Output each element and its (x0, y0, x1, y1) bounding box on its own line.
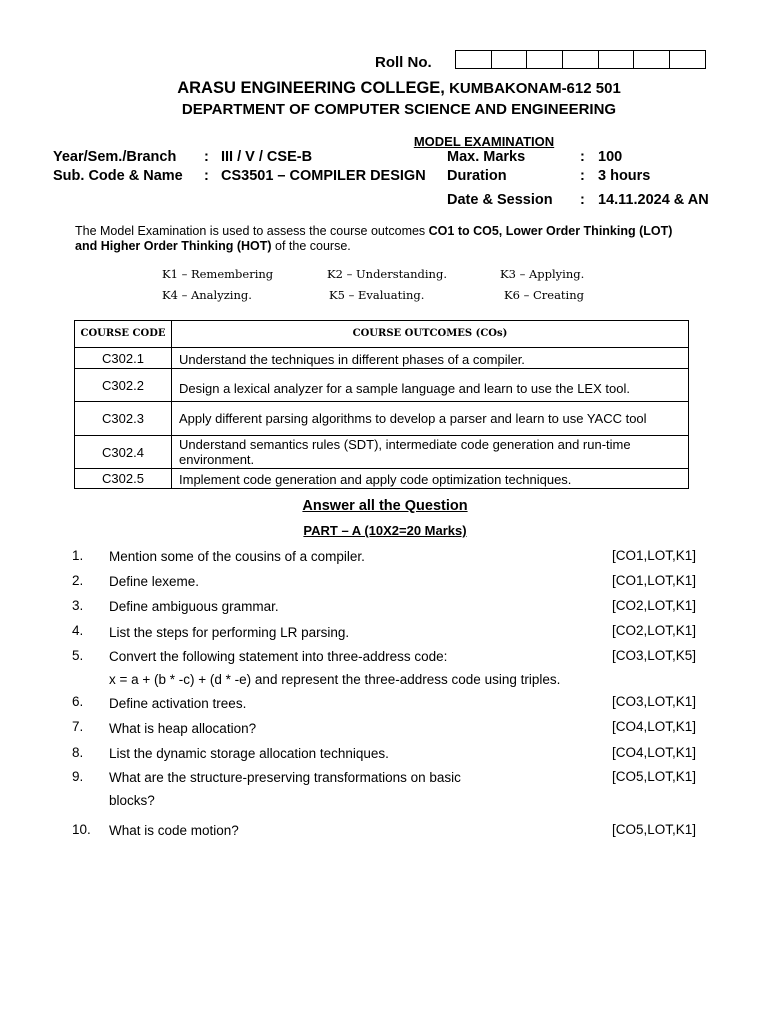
question-number: 10. (72, 822, 91, 837)
co-description: Implement code generation and apply code optimization techniques. (172, 469, 689, 489)
question-text: List the steps for performing LR parsing. (109, 625, 350, 640)
table-row (75, 402, 689, 436)
subject-colon: : (204, 168, 209, 184)
question-tag: [CO2,LOT,K1] (612, 598, 697, 613)
question-text: What is code motion? (109, 823, 239, 838)
marks-label: Max. Marks (447, 149, 526, 165)
roll-number-box (563, 51, 599, 68)
table-row (75, 436, 689, 469)
co-code: C302.3 (75, 402, 172, 436)
co-description: Design a lexical analyzer for a sample language and learn to use the LEX tool. (172, 369, 689, 402)
question-number: 8. (72, 745, 84, 760)
level-k6: K6 – Creating (504, 288, 584, 302)
question-tag: [CO5,LOT,K1] (612, 769, 697, 784)
college-heading (0, 79, 768, 98)
marks-value: 100 (598, 149, 623, 165)
table-row (75, 469, 689, 489)
date-label: Date & Session (447, 192, 553, 208)
level-k4: K4 – Analyzing. (162, 288, 252, 302)
date-value: 14.11.2024 & AN (598, 192, 709, 208)
question-text: List the dynamic storage allocation techniques. (109, 746, 389, 761)
question-number: 3. (72, 598, 84, 613)
intro-paragraph (75, 224, 695, 254)
roll-number-box (456, 51, 492, 68)
question-number: 2. (72, 573, 84, 588)
table-header-row (75, 321, 689, 348)
question-text: Mention some of the cousins of a compiler. (109, 549, 365, 564)
question-number: 7. (72, 719, 84, 734)
question-text: Define activation trees. (109, 696, 247, 711)
question-tag: [CO3,LOT,K5] (612, 648, 697, 663)
co-description: Understand semantics rules (SDT), intermediate code generation and run-time environment. (172, 436, 689, 469)
co-code: C302.4 (75, 436, 172, 469)
college-name: ARASU ENGINEERING COLLEGE, (177, 79, 445, 97)
question-tag: [CO1,LOT,K1] (612, 573, 697, 588)
answer-all-heading: Answer all the Question (302, 498, 468, 514)
question-text: What is heap allocation? (109, 721, 257, 736)
duration-value: 3 hours (598, 168, 651, 184)
question-number: 9. (72, 769, 84, 784)
year-value: III / V / CSE-B (221, 149, 313, 165)
roll-number-box (599, 51, 635, 68)
intro-text-2: of the course. (271, 239, 351, 253)
question-tag: [CO4,LOT,K1] (612, 719, 697, 734)
roll-number-box (634, 51, 670, 68)
level-k5: K5 – Evaluating. (329, 288, 425, 302)
date-colon: : (580, 192, 585, 208)
marks-colon: : (580, 149, 585, 165)
roll-number-box (670, 51, 706, 68)
department-heading: DEPARTMENT OF COMPUTER SCIENCE AND ENGINEERING (181, 101, 617, 118)
question-tag: [CO4,LOT,K1] (612, 745, 697, 760)
co-code: C302.5 (75, 469, 172, 489)
co-description: Understand the techniques in different phases of a compiler. (172, 348, 689, 369)
duration-colon: : (580, 168, 585, 184)
subject-value: CS3501 – COMPILER DESIGN (221, 168, 426, 184)
header-course-outcomes: COURSE OUTCOMES (COs) (172, 321, 689, 348)
roll-number-label: Roll No. (375, 54, 432, 71)
year-colon: : (204, 149, 209, 165)
question-text: What are the structure-preserving transformations on basic blocks? (109, 770, 461, 808)
question-tag: [CO2,LOT,K1] (612, 623, 697, 638)
question-tag: [CO3,LOT,K1] (612, 694, 697, 709)
intro-text-bold: CO1 to CO5, Lower Order Thinking (LOT) and Higher Order Thinking (HOT) (75, 224, 673, 253)
level-k2: K2 – Understanding. (327, 267, 447, 281)
subject-label: Sub. Code & Name (53, 168, 183, 184)
co-code: C302.1 (75, 348, 172, 369)
question-text: Define ambiguous grammar. (109, 599, 279, 614)
duration-label: Duration (447, 168, 507, 184)
question-number: 5. (72, 648, 84, 663)
exam-title: MODEL EXAMINATION (413, 134, 555, 149)
level-k3: K3 – Applying. (500, 267, 585, 281)
roll-number-box (527, 51, 563, 68)
roll-number-box (492, 51, 528, 68)
question-tag: [CO5,LOT,K1] (612, 822, 697, 837)
college-location: KUMBAKONAM-612 501 (449, 80, 621, 97)
year-label: Year/Sem./Branch (53, 149, 177, 165)
question-text: Define lexeme. (109, 574, 200, 589)
course-outcomes-table (74, 320, 689, 489)
table-row (75, 348, 689, 369)
roll-number-boxes (455, 50, 706, 69)
question-number: 6. (72, 694, 84, 709)
intro-text-1: The Model Examination is used to assess the course outcomes (75, 224, 429, 238)
part-a-heading: PART – A (10X2=20 Marks) (303, 523, 467, 538)
question-text: Convert the following statement into three-address code: (109, 649, 448, 664)
table-row (75, 369, 689, 402)
question-number: 4. (72, 623, 84, 638)
question-text-continued: x = a + (b * -c) + (d * -e) and represent the three-address code using triples. (109, 672, 561, 687)
header-course-code: COURSE CODE (75, 321, 172, 348)
question-tag: [CO1,LOT,K1] (612, 548, 697, 563)
question-number: 1. (72, 548, 84, 563)
co-code: C302.2 (75, 369, 172, 402)
level-k1: K1 – Remembering (162, 267, 274, 281)
co-description: Apply different parsing algorithms to develop a parser and learn to use YACC tool (172, 402, 689, 436)
